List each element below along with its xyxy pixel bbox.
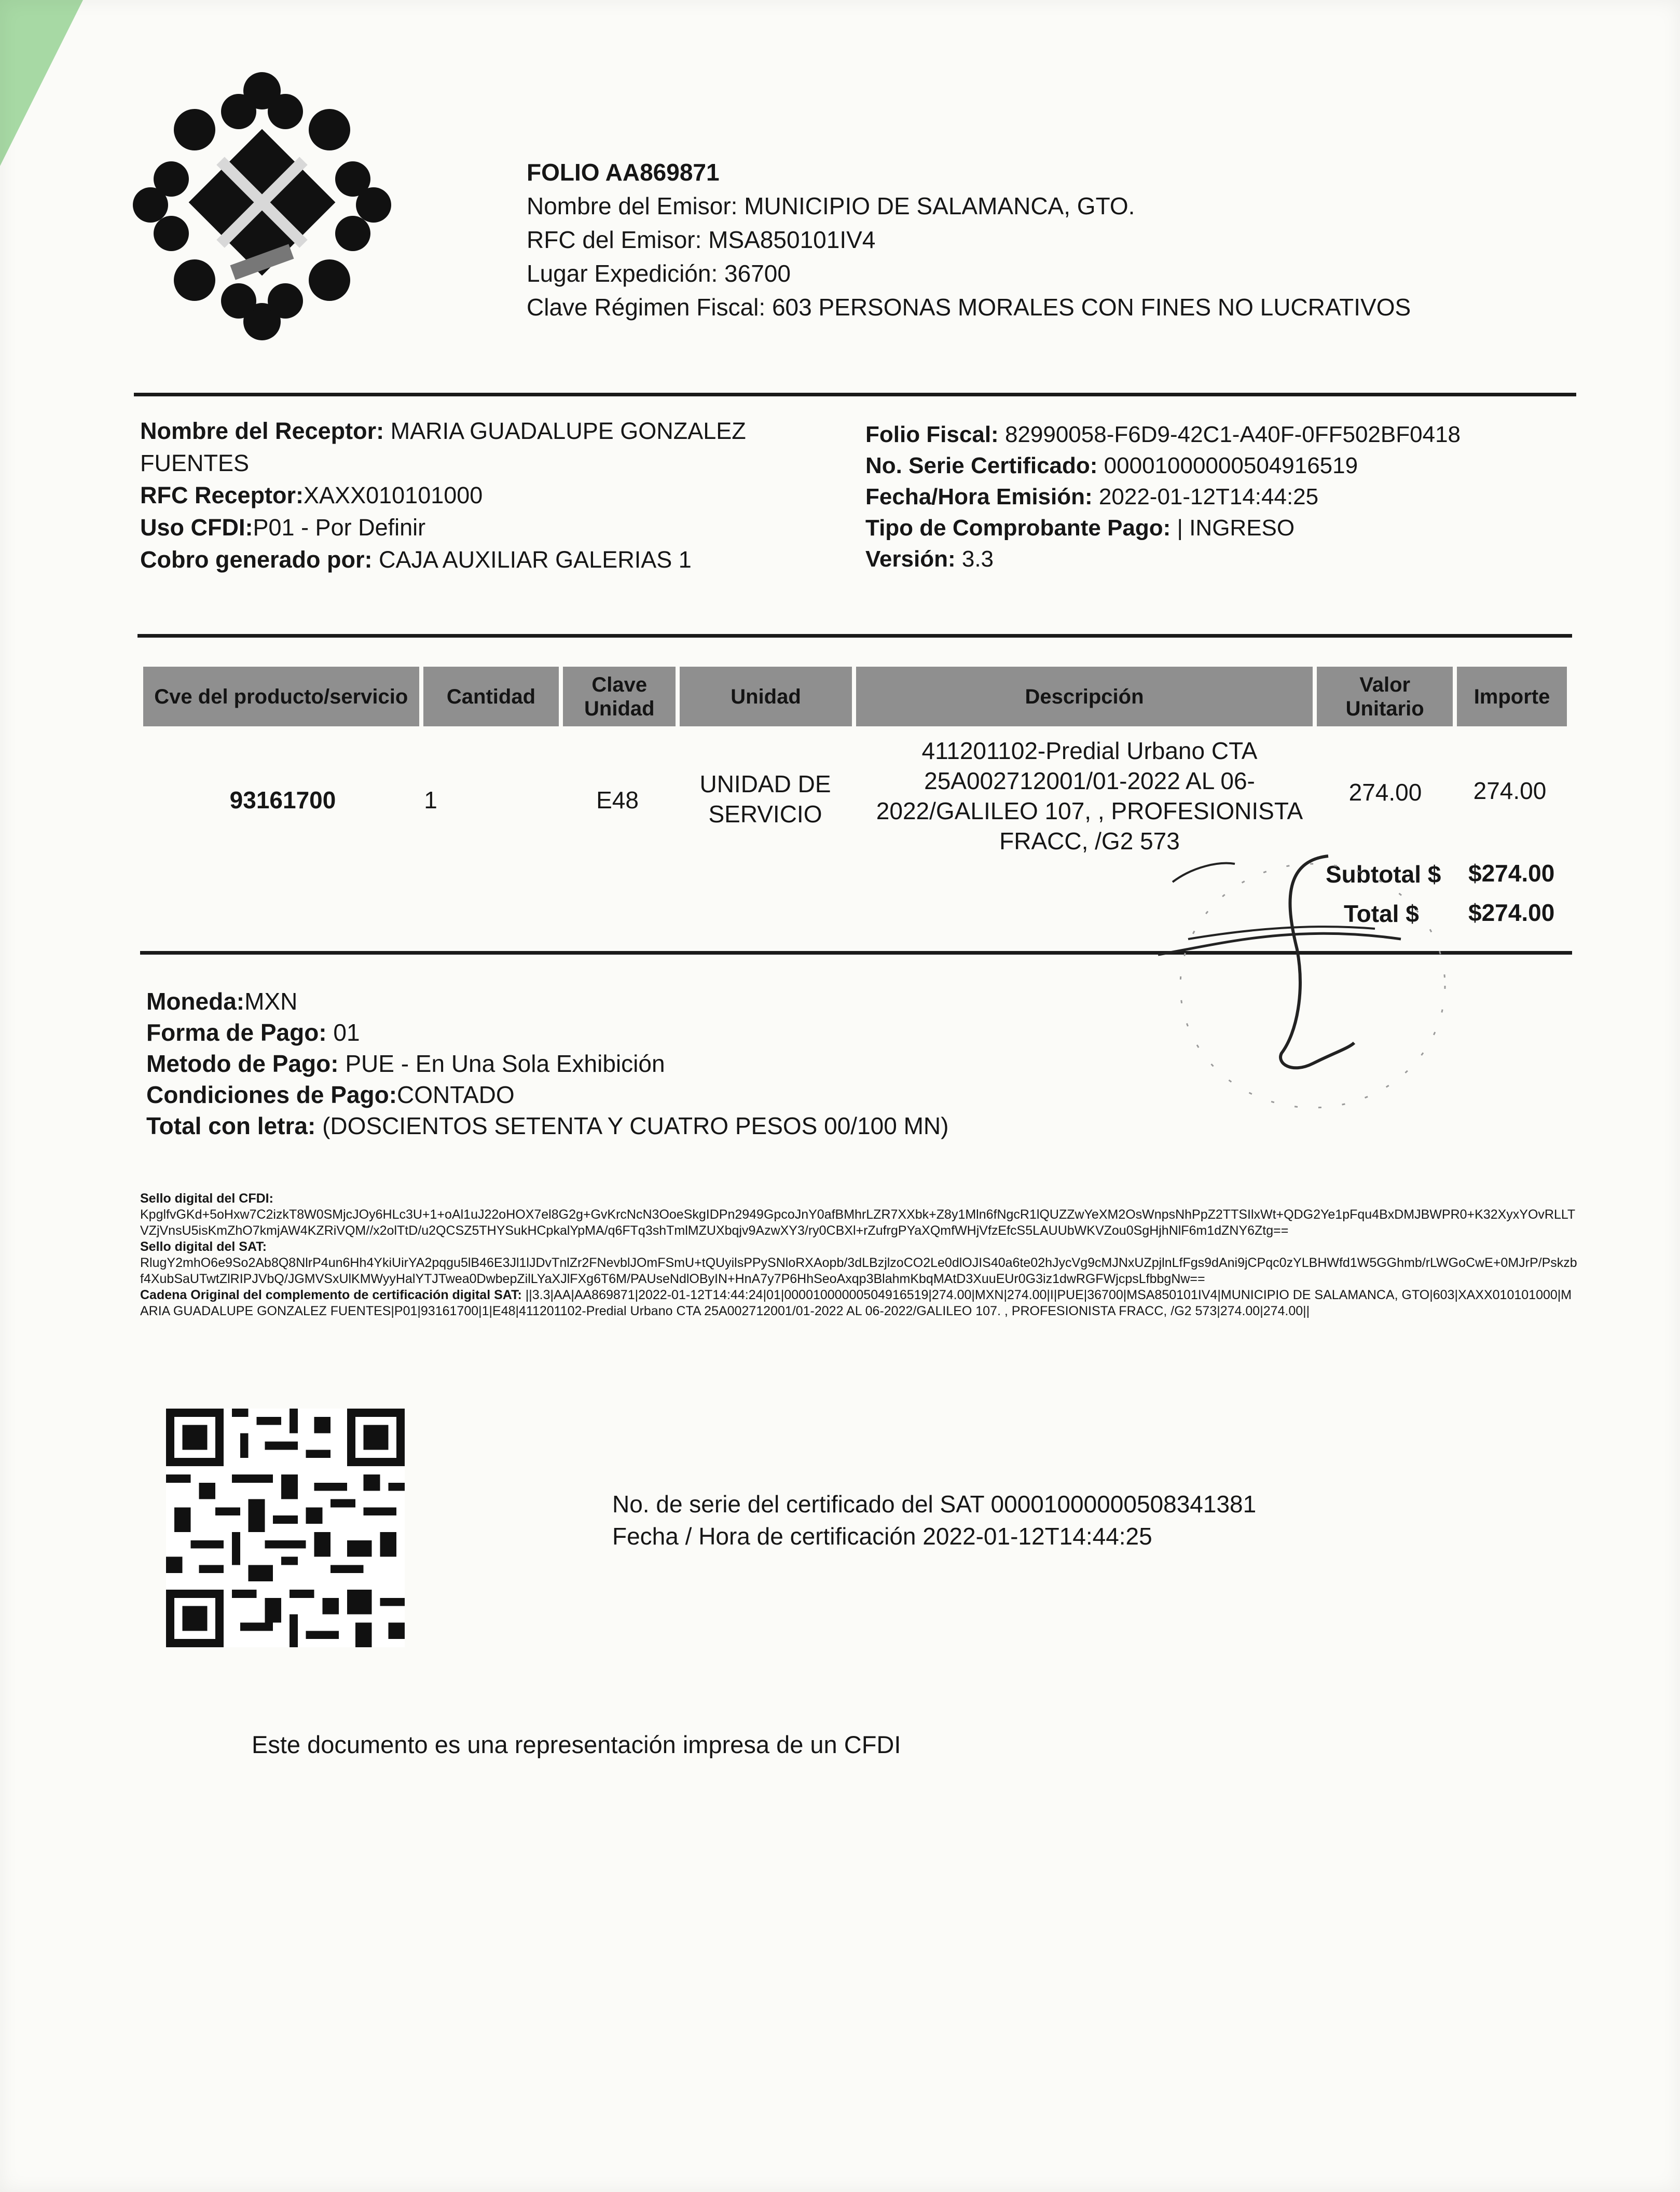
fecha-emision-label: Fecha/Hora Emisión: xyxy=(865,484,1093,509)
emisor-rfc: RFC del Emisor: MSA850101IV4 xyxy=(527,226,876,253)
sello-cfdi-label: Sello digital del CFDI: xyxy=(140,1191,273,1206)
serie-certificado: 00001000000504916519 xyxy=(1104,453,1358,478)
header-importe: Importe xyxy=(1457,667,1567,726)
receptor-rfc: XAXX010101000 xyxy=(304,482,483,508)
cell-clave-unidad: E48 xyxy=(596,787,639,814)
certificate-block xyxy=(612,1488,1256,1552)
divider-middle xyxy=(137,634,1572,638)
header-cantidad: Cantidad xyxy=(423,667,559,726)
items-table xyxy=(139,667,1571,726)
lugar-expedicion: Lugar Expedición: 36700 xyxy=(527,260,791,287)
uso-cfdi: P01 - Por Definir xyxy=(253,514,426,541)
regimen-fiscal: Clave Régimen Fiscal: 603 PERSONAS MORALES CON FINES NO LUCRATIVOS xyxy=(527,294,1411,321)
total-letra: (DOSCIENTOS SETENTA Y CUATRO PESOS 00/100 MN) xyxy=(322,1112,949,1139)
subtotal-label: Subtotal $ xyxy=(1326,861,1441,888)
sello-sat-label: Sello digital del SAT: xyxy=(140,1239,267,1254)
sat-cert-serie: No. de serie del certificado del SAT 00001000000508341381 xyxy=(612,1491,1257,1518)
tipo-comprobante-label: Tipo de Comprobante Pago: xyxy=(865,515,1171,541)
condiciones-label: Condiciones de Pago: xyxy=(146,1081,397,1108)
header-descripcion: Descripción xyxy=(856,667,1313,726)
cell-clave: 93161700 xyxy=(229,787,336,814)
qr-code xyxy=(166,1409,405,1647)
receptor-name: MARIA GUADALUPE GONZALEZ FUENTES xyxy=(140,418,746,476)
municipal-logo xyxy=(132,67,392,348)
folio-value: AA869871 xyxy=(605,159,720,186)
header-unidad: Unidad xyxy=(680,667,852,726)
metodo-pago-label: Metodo de Pago: xyxy=(146,1050,339,1077)
condiciones: CONTADO xyxy=(397,1081,515,1108)
folio-line xyxy=(527,156,1411,189)
metodo-pago: PUE - En Una Sola Exhibición xyxy=(345,1050,665,1077)
receptor-name-label: Nombre del Receptor: xyxy=(140,418,384,444)
table-header-row xyxy=(143,667,1567,726)
fecha-emision: 2022-01-12T14:44:25 xyxy=(1098,484,1319,509)
tipo-comprobante: | INGRESO xyxy=(1177,515,1295,541)
moneda: MXN xyxy=(244,988,298,1015)
uso-cfdi-label: Uso CFDI: xyxy=(140,514,253,541)
total-label: Total $ xyxy=(1344,900,1419,927)
folio-fiscal: 82990058-F6D9-42C1-A40F-0FF502BF0418 xyxy=(1004,422,1461,447)
receptor-rfc-label: RFC Receptor: xyxy=(140,482,304,508)
forma-pago: 01 xyxy=(333,1019,360,1046)
serie-certificado-label: No. Serie Certificado: xyxy=(865,453,1098,478)
moneda-label: Moneda: xyxy=(146,988,245,1015)
subtotal-value: $274.00 xyxy=(1468,860,1555,887)
folio-fiscal-label: Folio Fiscal: xyxy=(865,422,999,447)
payment-block xyxy=(146,986,948,1141)
total-letra-label: Total con letra: xyxy=(146,1112,316,1139)
green-corner xyxy=(0,0,83,166)
cobro-value: CAJA AUXILIAR GALERIAS 1 xyxy=(379,546,692,573)
header-clave-unidad: Clave Unidad xyxy=(563,667,676,726)
receptor-block xyxy=(140,415,846,576)
emisor-block xyxy=(527,156,1411,324)
cell-importe: 274.00 xyxy=(1473,777,1547,804)
emisor-name: Nombre del Emisor: MUNICIPIO DE SALAMANCA, GTO. xyxy=(527,192,1135,219)
footer-note: Este documento es una representación impresa de un CFDI xyxy=(252,1731,901,1758)
version-label: Versión: xyxy=(865,546,956,572)
sello-cfdi: KpglfvGKd+5oHxw7C2izkT8W0SMjcJOy6HLc3U+1+oAl1uJ22oHOX7el8G2g+GvKrcNcN3OoeSkgIDPn2949GpcoJnY0afBMhrLZR7XXbk+Z8y1Mln6fNgcR1lQUZZwYeXM2OsWnpsNhPpZ2TTSIlxWt+QDG2Ye1pFqu4BxDMJBWPR0+K32XyxYOvRLLTVZjVnsU5isKmZhO7kmjAW4KZRiVQM//x2olTtD/u2QCSZ5THYSukHCpkalYpMA/q6FTq3shTmlMZUXbqjv9AzwXY3/ry0CBXl+rZufrgPYaXQmfWHjVfzEfcS5LAUUbWKVZou0SgHjhNlF6m1dZNY6Ztg== xyxy=(140,1207,1576,1238)
divider-top xyxy=(134,393,1576,396)
folio-label: FOLIO xyxy=(527,159,600,186)
header-valor-unitario: Valor Unitario xyxy=(1317,667,1453,726)
cobro-label: Cobro generado por: xyxy=(140,546,373,573)
comprobante-block xyxy=(865,419,1461,575)
digital-stamps xyxy=(140,1191,1577,1319)
handwritten-signature xyxy=(1157,846,1448,1115)
cadena-label: Cadena Original del complemento de certificación digital SAT: xyxy=(140,1288,522,1302)
cell-cantidad: 1 xyxy=(424,787,437,814)
version: 3.3 xyxy=(961,546,994,572)
cell-descripcion: 411201102-Predial Urbano CTA 25A002712001/01-2022 AL 06-2022/GALILEO 107, , PROFESIONISTA FRACC, /G2 573 xyxy=(876,737,1303,854)
sello-sat: RlugY2mhO6e9So2Ab8Q8NlrP4un6Hh4YkiUirYA2pqgu5lB46E3Jl1lJDvTnlZr2FNevblJOmFSmU+tQUyilsPPySNloRXAopb/3dLBzjlzoCO2Le0dlOJIS40a6te02hJycVg9cMJNxUZpjlnLfFgs9dAni9jCPqc0zYLBHWfd1W5GGhmb/rLWGoCwE+0MJrP/Pskzbf4XubSaUTwtZlRIPJVbQ/JGMVSxUlKMWyyHalYTJTwea0DwbepZilLYaXJlFXg6T6M/PAUseNdlOByIN+HnA7y7P6HhSeoAxqp3BlahmKbqMAtD3XuuEUr0G3iz1dwRGFWjcpsLfbbgNw== xyxy=(140,1256,1577,1286)
forma-pago-label: Forma de Pago: xyxy=(146,1019,327,1046)
sat-cert-fecha: Fecha / Hora de certificación 2022-01-12T14:44:25 xyxy=(612,1523,1152,1550)
total-value: $274.00 xyxy=(1468,899,1555,926)
cell-valor-unitario: 274.00 xyxy=(1348,779,1422,806)
header-cve-producto: Cve del producto/servicio xyxy=(143,667,419,726)
cadena-original: ||3.3|AA|AA869871|2022-01-12T14:44:24|01|00001000000504916519|274.00|MXN|274.00|I|PUE|36700|MSA850101IV4|MUNICIPIO DE SALAMANCA, GTO|603|XAXX010101000|MARIA GUADALUPE GONZALEZ FUENTES|P01|93161700|1|E48|411201102-Predial Urbano CTA 25A002712001/01-2022 AL 06-2022/GALILEO 107. , PROFESIONISTA FRACC, /G2 573|274.00|274.00|| xyxy=(140,1288,1572,1318)
cell-unidad: UNIDAD DE SERVICIO xyxy=(699,770,831,828)
